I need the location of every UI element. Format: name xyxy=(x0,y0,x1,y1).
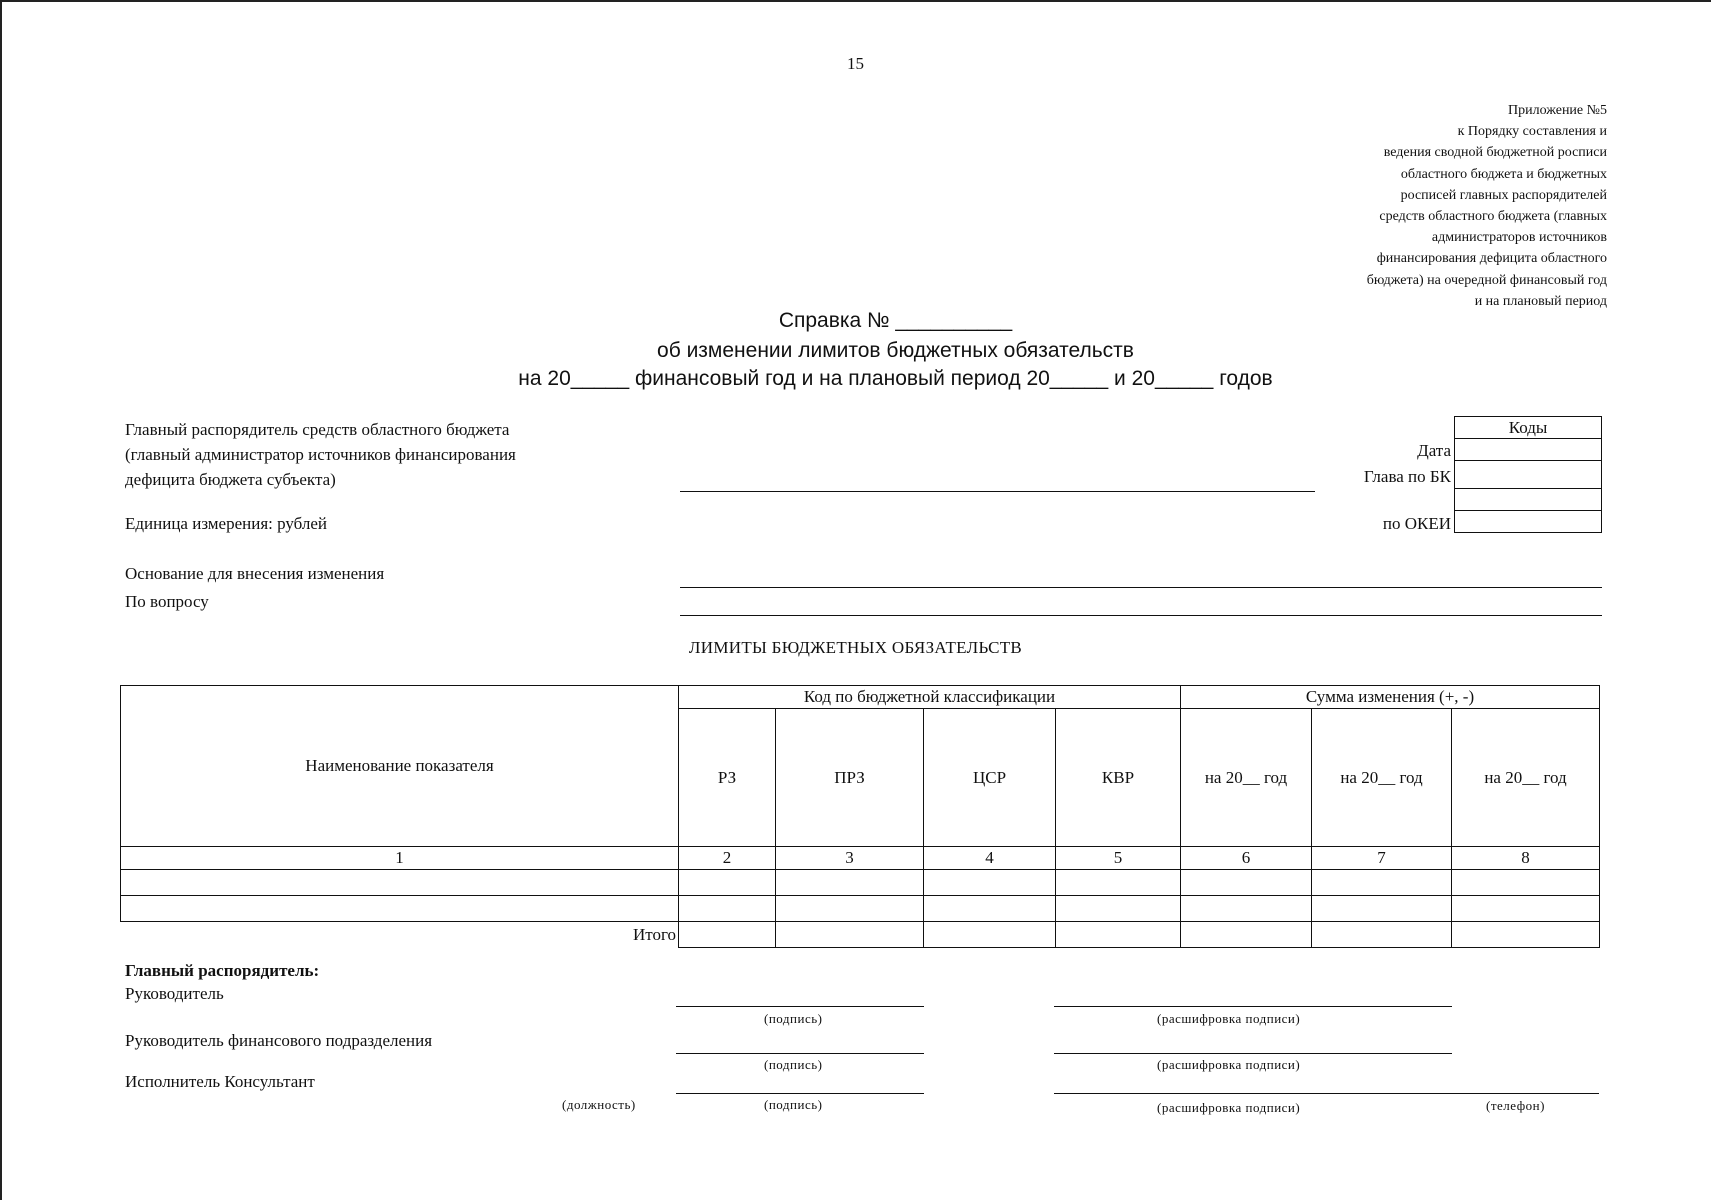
table-cell[interactable] xyxy=(1452,922,1600,948)
col-header-year-2: на 20__ год xyxy=(1312,709,1452,847)
col-number: 6 xyxy=(1181,847,1312,870)
fin-head-signature-caption: (подпись) xyxy=(764,1057,823,1072)
fin-head-label: Руководитель финансового подразделения xyxy=(125,1031,433,1050)
table-cell[interactable] xyxy=(776,922,924,948)
phone-caption: (телефон) xyxy=(1486,1098,1545,1113)
section-title: ЛИМИТЫ БЮДЖЕТНЫХ ОБЯЗАТЕЛЬСТВ xyxy=(688,638,1023,657)
name-column-header: Наименование показателя xyxy=(121,686,679,847)
appendix-line: к Порядку составления и xyxy=(1457,124,1607,140)
col-header-prz: ПРЗ xyxy=(776,709,924,847)
code-bk-label: Глава по БК xyxy=(1363,467,1451,486)
table-cell[interactable] xyxy=(1056,922,1181,948)
main-manager-line: дефицита бюджета субъекта) xyxy=(125,470,336,489)
main-manager-line: Главный распорядитель средств областного бюджета xyxy=(125,420,510,439)
table-cell[interactable] xyxy=(1312,870,1452,896)
code-okei-cell xyxy=(1455,511,1602,533)
question-label: По вопросу xyxy=(125,592,209,611)
fin-head-decoding-line xyxy=(1054,1053,1452,1054)
table-row xyxy=(121,870,1600,896)
code-date-cell xyxy=(1455,439,1602,461)
table-cell[interactable] xyxy=(1181,870,1312,896)
table-cell[interactable] xyxy=(1056,896,1181,922)
table-cell[interactable] xyxy=(1452,896,1600,922)
appendix-line: финансирования дефицита областного xyxy=(1376,251,1607,267)
col-header-year-3: на 20__ год xyxy=(1452,709,1600,847)
col-number: 4 xyxy=(924,847,1056,870)
head-decoding-line xyxy=(1054,1006,1452,1007)
document-period: на 20_____ финансовый год и на плановый период 20_____ и 20_____ годов xyxy=(518,367,1273,390)
appendix-line: администраторов источников xyxy=(1431,230,1607,246)
document-subtitle: об изменении лимитов бюджетных обязательств xyxy=(657,339,1134,362)
main-manager-line: (главный администратор источников финансирования xyxy=(125,445,516,464)
head-signature-caption: (подпись) xyxy=(764,1011,823,1026)
table-cell[interactable] xyxy=(1452,870,1600,896)
code-empty-cell xyxy=(1455,489,1602,511)
page-border-left xyxy=(0,0,2,1200)
col-header-kvr: КВР xyxy=(1056,709,1181,847)
col-number: 3 xyxy=(776,847,924,870)
page-border-top xyxy=(0,0,1711,2)
appendix-line: ведения сводной бюджетной росписи xyxy=(1383,145,1607,161)
table-cell[interactable] xyxy=(679,870,776,896)
executor-decoding-caption: (расшифровка подписи) xyxy=(1157,1100,1301,1115)
main-manager-field-line xyxy=(680,491,1315,492)
unit-label: Единица измерения: рублей xyxy=(125,514,328,533)
table-cell[interactable] xyxy=(776,870,924,896)
table-cell[interactable] xyxy=(679,896,776,922)
basis-field-line xyxy=(680,587,1602,588)
codes-header: Коды xyxy=(1455,417,1602,439)
col-header-csr: ЦСР xyxy=(924,709,1056,847)
total-label: Итого xyxy=(121,922,679,948)
appendix-line: средств областного бюджета (главных xyxy=(1379,209,1607,225)
document-title: Справка № __________ xyxy=(778,309,1013,332)
table-cell[interactable] xyxy=(121,896,679,922)
code-date-label: Дата xyxy=(1417,441,1451,460)
executor-label: Исполнитель Консультант xyxy=(125,1072,315,1091)
head-decoding-caption: (расшифровка подписи) xyxy=(1157,1011,1301,1026)
question-field-line xyxy=(680,615,1602,616)
executor-signature-caption: (подпись) xyxy=(764,1097,823,1112)
table-cell[interactable] xyxy=(1056,870,1181,896)
fin-head-signature-line xyxy=(676,1053,924,1054)
table-cell[interactable] xyxy=(1312,922,1452,948)
code-bk-cell xyxy=(1455,461,1602,489)
sum-group-header: Сумма изменения (+, -) xyxy=(1181,686,1600,709)
col-header-rz: РЗ xyxy=(679,709,776,847)
position-caption: (должность) xyxy=(562,1097,636,1112)
appendix-line: бюджета) на очередной финансовый год xyxy=(1366,272,1607,288)
table-cell[interactable] xyxy=(121,870,679,896)
signatures-title: Главный распорядитель: xyxy=(125,961,320,980)
table-cell[interactable] xyxy=(679,922,776,948)
table-row xyxy=(121,896,1600,922)
executor-signature-line xyxy=(676,1093,924,1094)
appendix-note xyxy=(1367,100,1607,312)
appendix-line: и на плановый период xyxy=(1474,293,1607,309)
limits-table xyxy=(120,685,1600,948)
table-cell[interactable] xyxy=(1181,896,1312,922)
table-cell[interactable] xyxy=(1312,896,1452,922)
basis-label: Основание для внесения изменения xyxy=(125,564,385,583)
codes-box xyxy=(1454,416,1602,533)
col-number: 5 xyxy=(1056,847,1181,870)
col-number: 8 xyxy=(1452,847,1600,870)
head-signature-line xyxy=(676,1006,924,1007)
col-number: 7 xyxy=(1312,847,1452,870)
appendix-line: Приложение №5 xyxy=(1508,103,1607,118)
table-cell[interactable] xyxy=(1181,922,1312,948)
fin-head-decoding-caption: (расшифровка подписи) xyxy=(1157,1057,1301,1072)
code-okei-label: по ОКЕИ xyxy=(1382,514,1451,533)
executor-decoding-line xyxy=(1054,1093,1599,1094)
appendix-line: областного бюджета и бюджетных xyxy=(1400,166,1607,182)
table-cell[interactable] xyxy=(924,896,1056,922)
total-row xyxy=(121,922,1600,948)
bk-group-header: Код по бюджетной классификации xyxy=(679,686,1181,709)
page-number: 15 xyxy=(847,54,864,73)
table-cell[interactable] xyxy=(924,922,1056,948)
appendix-line: росписей главных распорядителей xyxy=(1400,187,1607,203)
table-cell[interactable] xyxy=(776,896,924,922)
table-cell[interactable] xyxy=(924,870,1056,896)
col-number: 2 xyxy=(679,847,776,870)
col-header-year-1: на 20__ год xyxy=(1181,709,1312,847)
main-manager-label xyxy=(125,417,516,492)
col-number: 1 xyxy=(121,847,679,870)
head-label: Руководитель xyxy=(125,984,224,1003)
